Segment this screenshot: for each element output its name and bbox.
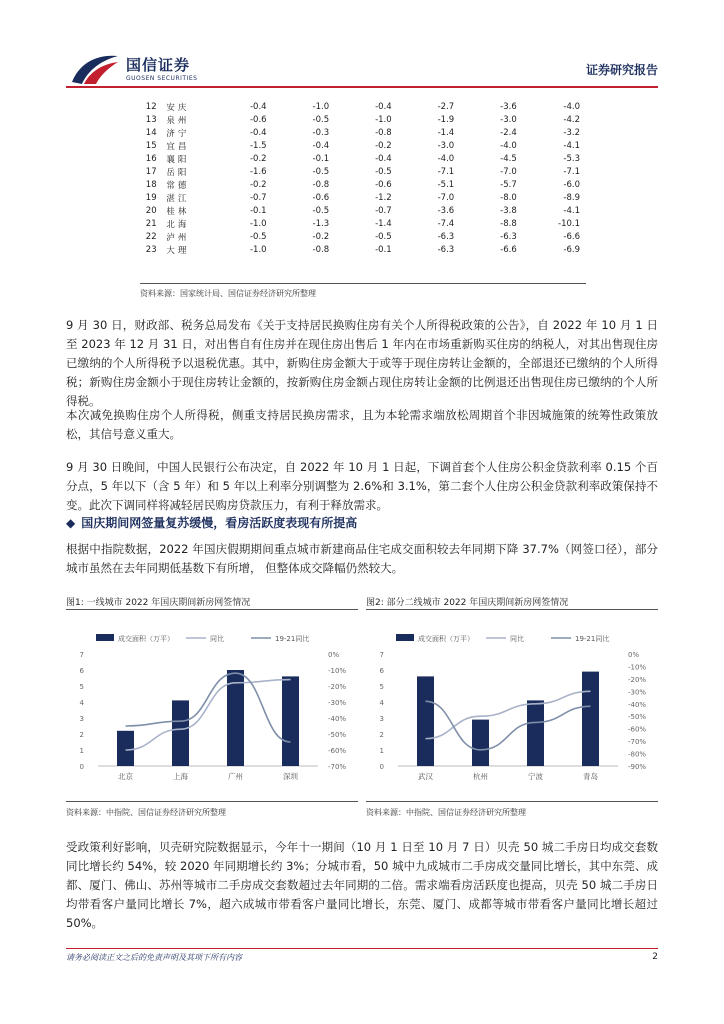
row-city: 泸州: [166, 232, 190, 243]
row-value: -0.5: [249, 231, 267, 242]
row-value: -0.1: [375, 244, 392, 255]
left-axis-tick: 3: [379, 715, 384, 723]
fig2-title: 图2: 部分二线城市 2022 年国庆期间新房网签情况: [366, 598, 569, 608]
right-axis-tick: -30%: [328, 699, 347, 707]
row-index: 17: [145, 166, 157, 177]
row-value: -7.1: [437, 166, 455, 177]
row-value: -5.7: [500, 179, 517, 190]
table-row: [140, 152, 586, 165]
row-value: -4.1: [563, 205, 580, 216]
table-row: [140, 113, 586, 126]
x-tick-label: 上海: [173, 772, 188, 781]
bar-mark: [527, 700, 544, 766]
row-index: 13: [145, 114, 157, 125]
left-axis-tick: 2: [379, 731, 384, 739]
row-value: -0.6: [249, 114, 267, 125]
x-tick-label: 武汉: [418, 772, 433, 781]
page-header: [0, 0, 724, 92]
row-city: 岳阳: [166, 167, 190, 178]
table-row: [140, 139, 586, 152]
legend-label: 19-21同比: [275, 635, 310, 643]
right-axis-tick: -30%: [628, 688, 647, 697]
row-index: 21: [145, 218, 157, 229]
row-value: -10.1: [558, 218, 580, 229]
table-body: [140, 100, 586, 256]
fig2-source: 资料来源：中指院、国信证券经济研究所整理: [366, 808, 526, 817]
row-value: -0.4: [249, 127, 267, 138]
x-tick-label: 杭州: [473, 772, 488, 781]
row-value: -0.8: [375, 127, 392, 138]
x-tick-label: 北京: [118, 772, 133, 781]
legend-label: 同比: [210, 635, 224, 643]
table-source: 资料来源：国家统计局、国信证券经济研究所整理: [140, 289, 316, 298]
legend-bar-swatch: [96, 634, 114, 641]
row-city: 湛江: [166, 193, 190, 204]
right-axis-tick: -60%: [328, 747, 347, 755]
city-price-table: [140, 100, 586, 256]
paragraph-holiday-sales: 根据中指院数据，2022 年国庆假期期间重点城市新建商品住宅成交面积较去年同期下降 37.7%（网签口径），部分城市虽然在去年同期低基数下有所增， 但整体成交降幅仍然较大。: [66, 542, 658, 575]
right-axis-tick: -20%: [628, 675, 647, 684]
bar-mark: [282, 676, 299, 766]
legend-label: 成交面积（万平）: [118, 635, 174, 643]
row-value: -0.6: [375, 179, 392, 190]
series-line: [426, 701, 591, 750]
row-value: -6.3: [437, 231, 455, 242]
table-row: [140, 243, 586, 256]
row-value: -0.7: [375, 205, 392, 216]
row-city: 桂林: [166, 206, 190, 217]
row-value: -7.0: [500, 166, 517, 177]
row-value: -8.0: [500, 192, 517, 203]
bar-mark: [117, 731, 134, 766]
section-heading-text: 国庆期间网签量复苏缓慢，看房活跃度表现有所提高: [81, 516, 358, 530]
bar-mark: [417, 676, 434, 766]
row-value: -0.1: [249, 205, 267, 216]
series-line: [426, 691, 591, 738]
row-value: -6.6: [563, 231, 580, 242]
footer-divider: [66, 948, 658, 949]
row-value: -4.0: [500, 140, 517, 151]
table-row: [140, 126, 586, 139]
fig2-chart: [366, 612, 658, 800]
row-value: -4.0: [437, 153, 455, 164]
row-value: -0.4: [375, 101, 392, 112]
row-value: -7.0: [437, 192, 455, 203]
logo-en-text: GUOSEN SECURITIES: [126, 75, 198, 82]
row-value: -4.2: [563, 114, 580, 125]
row-value: -3.2: [563, 127, 580, 138]
logo-cn-text: 国信证券: [126, 56, 191, 74]
fig1-bottom-rule: [66, 801, 358, 802]
left-axis-tick: 7: [379, 651, 384, 659]
page-number: 2: [652, 952, 658, 962]
left-axis-tick: 4: [379, 699, 384, 707]
legend-label: 同比: [510, 635, 524, 643]
x-tick-label: 深圳: [283, 772, 298, 781]
row-city: 宜昌: [166, 141, 190, 152]
row-index: 14: [145, 127, 157, 138]
row-city: 常德: [166, 180, 190, 191]
bar-mark: [472, 720, 489, 766]
right-axis-tick: -60%: [628, 725, 647, 734]
row-value: -0.4: [249, 101, 267, 112]
row-value: -3.6: [437, 205, 455, 216]
row-value: -1.0: [249, 218, 267, 229]
row-value: -0.5: [312, 114, 330, 125]
row-index: 18: [145, 179, 157, 190]
row-value: -4.5: [500, 153, 517, 164]
left-axis-tick: 0: [79, 763, 84, 771]
legend-label: 成交面积（万平）: [418, 635, 474, 643]
row-value: -0.5: [312, 166, 330, 177]
row-city: 大理: [166, 245, 190, 256]
table-row: [140, 100, 586, 113]
row-value: -6.9: [563, 244, 580, 255]
row-value: -4.1: [563, 140, 580, 151]
right-axis-tick: 0%: [628, 651, 640, 659]
legend-bar-swatch: [396, 634, 414, 641]
table-row: [140, 217, 586, 230]
row-value: -3.0: [500, 114, 517, 125]
row-value: -5.1: [437, 179, 455, 190]
row-value: -1.4: [375, 218, 392, 229]
right-axis-tick: -20%: [328, 683, 347, 691]
row-value: -4.0: [563, 101, 580, 112]
x-tick-label: 青岛: [583, 772, 598, 781]
table-row: [140, 204, 586, 217]
row-value: -0.2: [312, 231, 330, 242]
row-value: -1.5: [249, 140, 267, 151]
row-value: -0.8: [312, 179, 330, 190]
diamond-bullet-icon: ◆: [66, 516, 76, 530]
left-axis-tick: 6: [79, 667, 84, 675]
footer-disclaimer: 请务必阅读正文之后的免责声明及其项下所有内容: [66, 953, 242, 962]
row-city: 安庆: [166, 102, 190, 113]
row-value: -3.0: [437, 140, 455, 151]
left-axis-tick: 5: [379, 683, 384, 691]
paragraph-provident-fund: 9 月 30 日晚间，中国人民银行公布决定，自 2022 年 10 月 1 日起，下调首套个人住房公积金贷款利率 0.15 个百分点，5 年以下（含 5 年）和 5 年以上利率分别调整为 2.6%和 3.1%，第二套个人住房公积金贷款利率政策保持不变。此次下调同样将减轻居民购房贷款压力，有利于释放需求。: [66, 460, 658, 512]
right-axis-tick: -50%: [328, 731, 347, 739]
header-divider: [66, 86, 658, 88]
fig2-bottom-rule: [366, 801, 658, 802]
paragraph-policy-significance: 本次减免换购住房个人所得税，侧重支持居民换房需求，且为本轮需求端放松周期首个非因城施策的统筹性政策放松，其信号意义重大。: [66, 408, 658, 441]
left-axis-tick: 0: [379, 763, 384, 771]
row-index: 19: [145, 192, 157, 203]
row-city: 北海: [166, 219, 190, 230]
row-value: -5.3: [563, 153, 580, 164]
row-index: 16: [145, 153, 157, 164]
bar-mark: [172, 700, 189, 766]
x-tick-label: 广州: [228, 772, 243, 781]
row-value: -6.3: [437, 244, 455, 255]
row-value: -6.3: [500, 231, 517, 242]
row-city: 襄阳: [166, 154, 190, 165]
row-value: -0.5: [375, 166, 392, 177]
row-value: -0.5: [375, 231, 392, 242]
right-axis-tick: -40%: [628, 700, 647, 709]
row-index: 15: [145, 140, 157, 151]
row-value: -0.4: [312, 140, 330, 151]
left-axis-tick: 1: [79, 747, 84, 755]
row-index: 20: [145, 205, 157, 216]
fig1-title: 图1: 一线城市 2022 年国庆期间新房网签情况: [66, 598, 251, 608]
table-row: [140, 178, 586, 191]
right-axis-tick: -40%: [328, 715, 347, 723]
left-axis-tick: 5: [79, 683, 84, 691]
row-value: -1.2: [375, 192, 392, 203]
report-label: 证券研究报告: [585, 63, 658, 77]
row-value: -3.6: [500, 101, 517, 112]
right-axis-tick: -90%: [628, 763, 647, 771]
right-axis-tick: -70%: [628, 738, 647, 747]
legend-label: 19-21同比: [575, 635, 610, 643]
right-axis-tick: -50%: [628, 713, 647, 722]
right-axis-tick: -10%: [628, 663, 647, 672]
fig1-chart: [66, 612, 358, 800]
row-value: -1.6: [249, 166, 267, 177]
row-value: -0.2: [375, 140, 392, 151]
row-value: -6.6: [500, 244, 517, 255]
row-value: -7.4: [437, 218, 455, 229]
bar-mark: [582, 672, 599, 766]
row-value: -0.1: [312, 153, 330, 164]
section-heading: [66, 514, 357, 531]
row-value: -2.7: [437, 101, 455, 112]
row-city: 泉州: [166, 115, 190, 126]
paragraph-second-hand-market: 受政策利好影响，贝壳研究院数据显示，今年十一期间（10 月 1 日至 10 月 7 日）贝壳 50 城二手房日均成交套数同比增长约 54%，较 2020 年同期增长约 3%；分城市看，50 城中九成城市二手房成交量同比增长，其中东莞、成都、厦门、佛山、苏州等城市二手房成交套数超过去年同期的二倍。需求端看房活跃度也提高，贝壳 50 城二手房日均带看客户量同比增长 7%，超六成城市带看客户量同比增长，东莞、厦门、成都等城市带看客户量同比增长超过 50%。: [66, 840, 658, 930]
right-axis-tick: -80%: [628, 750, 647, 759]
left-axis-tick: 2: [79, 731, 84, 739]
row-value: -1.3: [312, 218, 330, 229]
row-value: -1.4: [437, 127, 455, 138]
series-line: [126, 673, 291, 742]
row-value: -0.5: [312, 205, 330, 216]
row-value: -8.9: [563, 192, 580, 203]
row-value: -0.2: [249, 179, 267, 190]
row-value: -0.7: [249, 192, 267, 203]
left-axis-tick: 1: [379, 747, 384, 755]
row-value: -6.0: [563, 179, 580, 190]
row-city: 济宁: [166, 128, 190, 139]
row-index: 23: [145, 244, 157, 255]
row-value: -0.3: [312, 127, 330, 138]
row-value: -1.0: [249, 244, 267, 255]
right-axis-tick: -10%: [328, 667, 347, 675]
left-axis-tick: 3: [79, 715, 84, 723]
row-index: 12: [145, 101, 157, 112]
row-value: -0.2: [249, 153, 267, 164]
paragraph-tax-policy: 9 月 30 日，财政部、税务总局发布《关于支持居民换购住房有关个人所得税政策的公告》，自 2022 年 10 月 1 日至 2023 年 12 月 31 日，对出售自有住房并在现住房出售后 1 年内在市场重新购买住房的纳税人，对其出售现住房已缴纳的个人所得税予以退税优惠。其中，新购住房金额大于或等于现住房转让金额的，全部退还已缴纳的个人所得税；新购住房金额小于现住房转让金额的，按新购住房金额占现住房转让金额的比例退还出售现住房已缴纳的个人所得税。: [66, 318, 658, 408]
right-axis-tick: 0%: [328, 651, 340, 659]
row-value: -1.9: [437, 114, 455, 125]
row-value: -1.0: [375, 114, 392, 125]
table-row: [140, 165, 586, 178]
left-axis-tick: 7: [79, 651, 84, 659]
x-tick-label: 宁波: [528, 772, 543, 781]
fig1-top-rule: [66, 609, 358, 610]
row-value: -7.1: [563, 166, 580, 177]
table-row: [140, 230, 586, 243]
row-value: -3.8: [500, 205, 517, 216]
fig2-top-rule: [366, 609, 658, 610]
table-row: [140, 191, 586, 204]
right-axis-tick: -70%: [328, 763, 347, 771]
table-bottom-rule: [140, 283, 586, 284]
row-index: 22: [145, 231, 157, 242]
fig1-source: 资料来源：中指院、国信证券经济研究所整理: [66, 808, 226, 817]
row-value: -0.4: [375, 153, 392, 164]
guosen-logo-icon: [70, 52, 120, 86]
row-value: -1.0: [312, 101, 330, 112]
row-value: -2.4: [500, 127, 517, 138]
row-value: -0.6: [312, 192, 330, 203]
left-axis-tick: 4: [79, 699, 84, 707]
left-axis-tick: 6: [379, 667, 384, 675]
row-value: -8.8: [500, 218, 517, 229]
row-value: -0.8: [312, 244, 330, 255]
